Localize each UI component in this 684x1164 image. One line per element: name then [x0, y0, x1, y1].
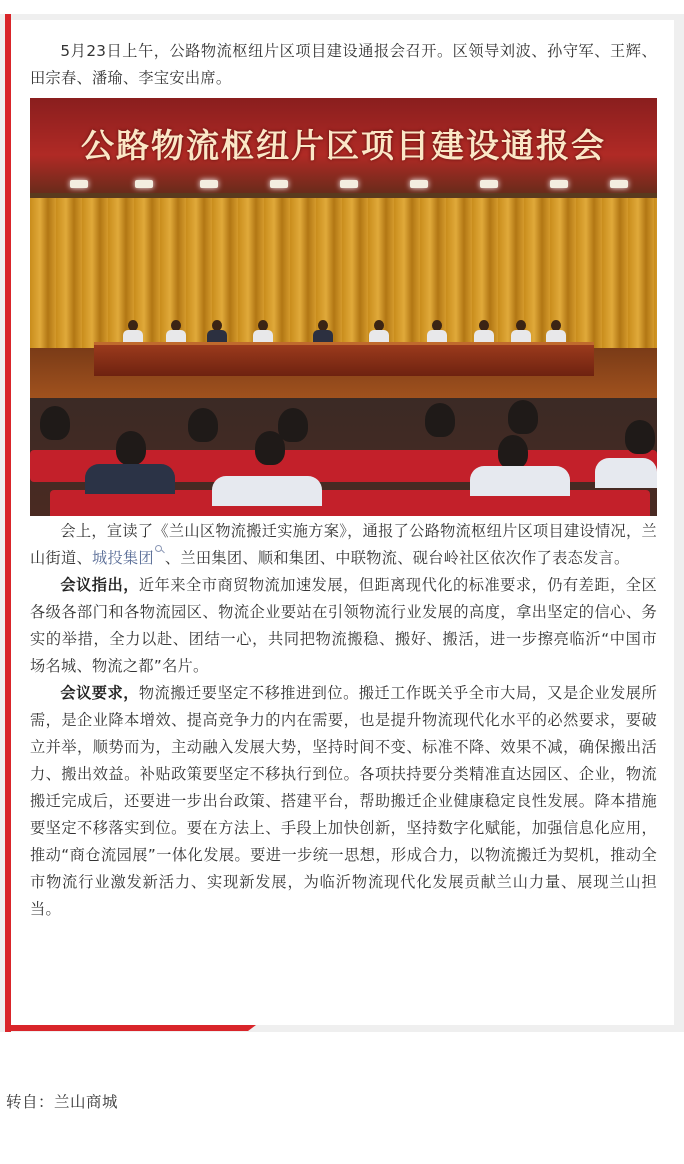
article-content: [30, 38, 657, 923]
paragraph-meeting-requirements: 会议要求，物流搬迁要坚定不移推进到位。搬迁工作既关乎全市大局，又是企业发展所需，是企业降本增效、提高竞争力的内在需要，也是提升物流现代化水平的必然要求，要破立并举，顺势而为，主动融入发展大势，坚持时间不变、标准不降、效果不减，确保搬出活力、搬出效益。补贴政策要坚定不移执行到位。各项扶持要分类精准直达园区、企业，物流搬迁完成后，还要进一步出台政策、搭建平台，帮助搬迁企业健康稳定良性发展。降本措施要坚定不移落实到位。要在方法上、手段上加快创新，坚持数字化赋能，加强信息化应用，推动“商仓流园展”一体化发展。要进一步统一思想，形成合力，以物流搬迁为契机，推动全市物流行业激发新活力、实现新发展，为临沂物流现代化发展贡献兰山力量、展现兰山担当。: [30, 684, 657, 918]
accent-bar-bottom: [5, 1025, 248, 1031]
link-chengtou-group[interactable]: 城投集团: [91, 549, 154, 567]
paragraph-intro: 5月23日上午，公路物流枢纽片区项目建设通报会召开。区领导刘波、孙守军、王辉、田宗春、潘瑜、李宝安出席。: [30, 42, 657, 87]
repost-source: 转自：兰山商城: [6, 1093, 119, 1111]
lead-meeting-requirements: 会议要求，: [60, 684, 139, 702]
search-icon[interactable]: [155, 545, 165, 555]
meeting-photo[interactable]: [30, 98, 657, 516]
paragraph-meeting-details: 会上，宣读了《兰山区物流搬迁实施方案》，通报了公路物流枢纽片区项目建设情况，兰山街道、城投集团 、兰田集团、顺和集团、中联物流、砚台岭社区依次作了表态发言。: [30, 522, 657, 567]
lead-meeting-points: 会议指出，: [60, 576, 139, 594]
photo-banner-text: 公路物流枢纽片区项目建设通报会: [81, 126, 606, 165]
paragraph-meeting-points: 会议指出，近年来全市商贸物流加速发展，但距离现代化的标准要求，仍有差距，全区各级各部门和各物流园区、物流企业要站在引领物流行业发展的高度，拿出坚定的信心、务实的举措，全力以赴、团结一心，共同把物流搬稳、搬好、搬活，进一步擦亮临沂“中国市场名城、物流之都”名片。: [30, 576, 657, 675]
photo-ceiling-lights: [30, 176, 657, 198]
photo-rostrum: [94, 342, 594, 376]
